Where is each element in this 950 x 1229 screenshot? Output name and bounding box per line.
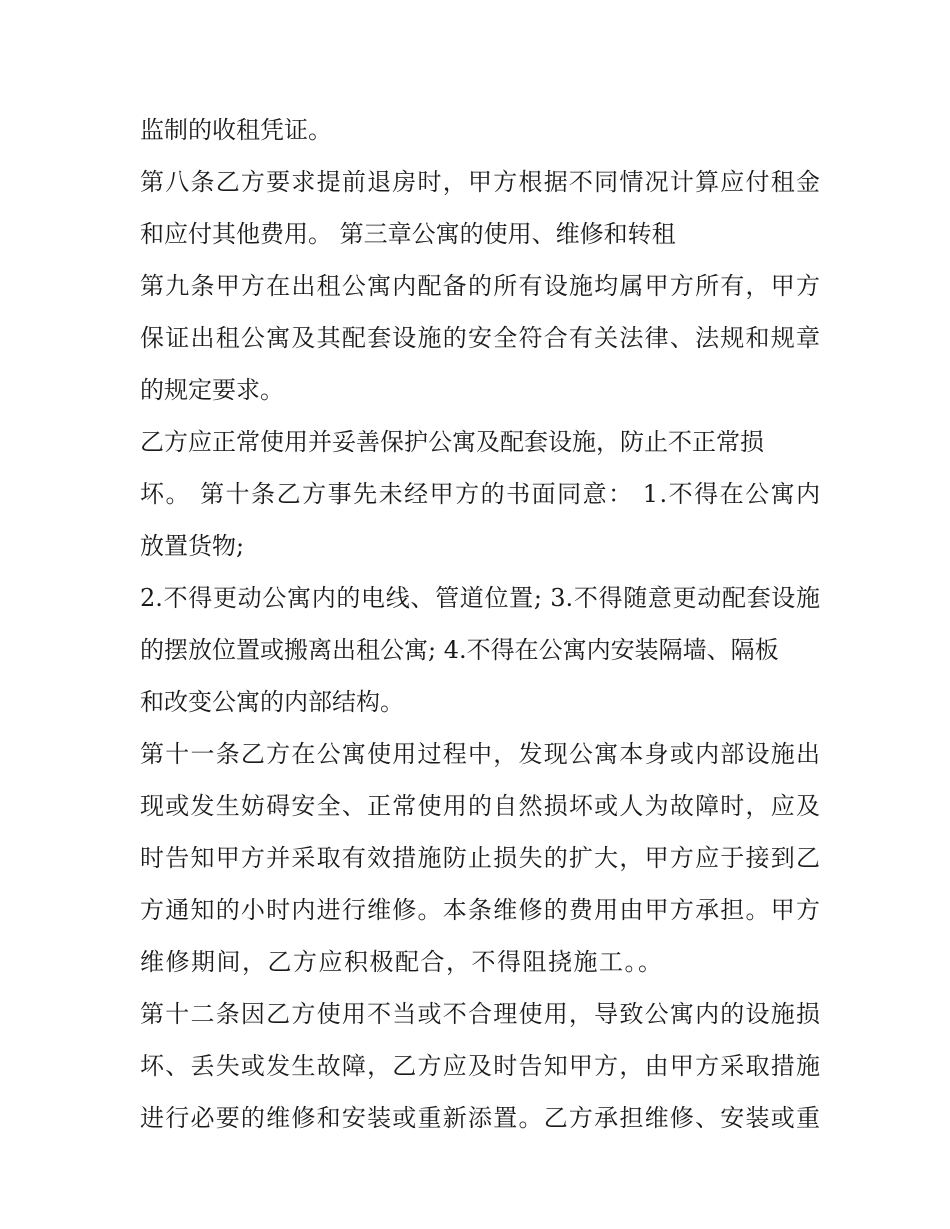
text-line: 保证出租公寓及其配套设施的安全符合有关法律、法规和规章 [140,324,820,352]
text-line: 的规定要求。 [140,376,284,404]
text-line: 第十二条因乙方使用不当或不合理使用，导致公寓内的设施损 [140,1000,820,1028]
text-line: 第十一条乙方在公寓使用过程中，发现公寓本身或内部设施出 [140,740,820,768]
text-line: 监制的收租凭证。 [140,116,332,144]
text-line: 现或发生妨碍安全、正常使用的自然损坏或人为故障时，应及 [140,792,820,820]
text-line: 的摆放位置或搬离出租公寓; 4.不得在公寓内安装隔墙、隔板 [140,636,779,664]
text-line: 2.不得更动公寓内的电线、管道位置; 3.不得随意更动配套设施 [140,584,820,612]
text-line: 方通知的小时内进行维修。本条维修的费用由甲方承担。甲方 [140,896,820,924]
text-line: 维修期间，乙方应积极配合，不得阻挠施工。。 [140,948,664,976]
text-line: 和改变公寓的内部结构。 [140,688,404,716]
text-line: 乙方应正常使用并妥善保护公寓及配套设施，防止不正常损 [140,428,764,456]
document-body [140,110,820,1150]
text-line: 坏。 第十条乙方事先未经甲方的书面同意： 1.不得在公寓内 [140,480,822,508]
text-line: 和应付其他费用。 第三章公寓的使用、维修和转租 [140,220,676,248]
text-line: 进行必要的维修和安装或重新添置。乙方承担维修、安装或重 [140,1104,820,1132]
text-line: 时告知甲方并采取有效措施防止损失的扩大，甲方应于接到乙 [140,844,820,872]
text-line: 第九条甲方在出租公寓内配备的所有设施均属甲方所有，甲方 [140,272,820,300]
text-line: 放置货物; [140,532,245,560]
text-line: 坏、丢失或发生故障，乙方应及时告知甲方，由甲方采取措施 [140,1052,820,1080]
text-line: 第八条乙方要求提前退房时，甲方根据不同情况计算应付租金 [140,168,820,196]
